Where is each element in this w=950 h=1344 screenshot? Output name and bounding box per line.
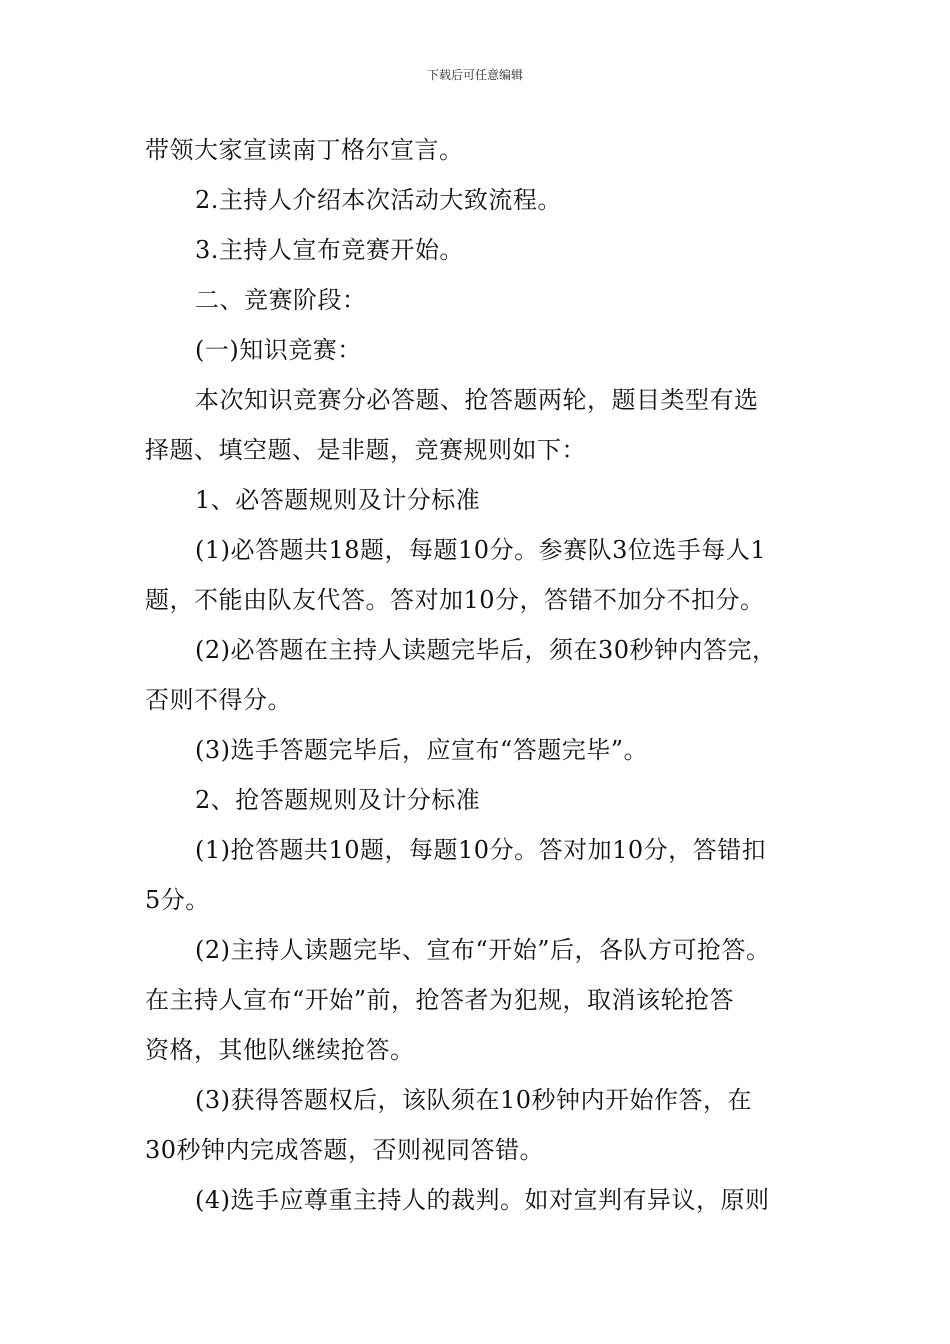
rule-heading: 1、必答题规则及计分标准 [195,486,481,514]
page-header: 下载后可任意编辑 [426,68,523,82]
body-line: (3)获得答题权后，该队须在10秒钟内开始作答，在 [195,1086,753,1114]
section-heading: 二、竞赛阶段： [195,286,367,314]
body-line: 题，不能由队友代答。答对加10分，答错不加分不扣分。 [145,586,765,614]
body-line: (2)必答题在主持人读题完毕后，须在30秒钟内答完， [195,636,777,664]
body-line: 本次知识竞赛分必答题、抢答题两轮，题目类型有选 [195,386,759,414]
body-line: 带领大家宣读南丁格尔宣言。 [145,136,464,164]
body-line: (1)抢答题共10题，每题10分。答对加10分，答错扣 [195,836,767,864]
body-line: 5分。 [145,886,210,914]
body-line: 择题、填空题、是非题，竞赛规则如下： [145,436,586,464]
body-line: 30秒钟内完成答题，否则视同答错。 [145,1136,545,1164]
body-line: 否则不得分。 [145,686,292,714]
body-line: 资格，其他队继续抢答。 [145,1036,415,1064]
body-line: 3.主持人宣布竞赛开始。 [195,236,464,264]
body-line: (3)选手答题完毕后，应宣布“答题完毕”。 [195,736,649,764]
rule-heading: 2、抢答题规则及计分标准 [195,786,481,814]
body-line: 在主持人宣布“开始”前，抢答者为犯规，取消该轮抢答 [145,986,735,1014]
body-line: (1)必答题共18题，每题10分。参赛队3位选手每人1 [195,536,767,564]
subsection-heading: (一)知识竞赛： [195,336,362,364]
body-line: 2.主持人介绍本次活动大致流程。 [195,186,562,214]
body-line: (2)主持人读题完毕、宣布“开始”后，各队方可抢答。 [195,936,771,964]
body-line: (4)选手应尊重主持人的裁判。如对宣判有异议，原则 [195,1186,770,1214]
